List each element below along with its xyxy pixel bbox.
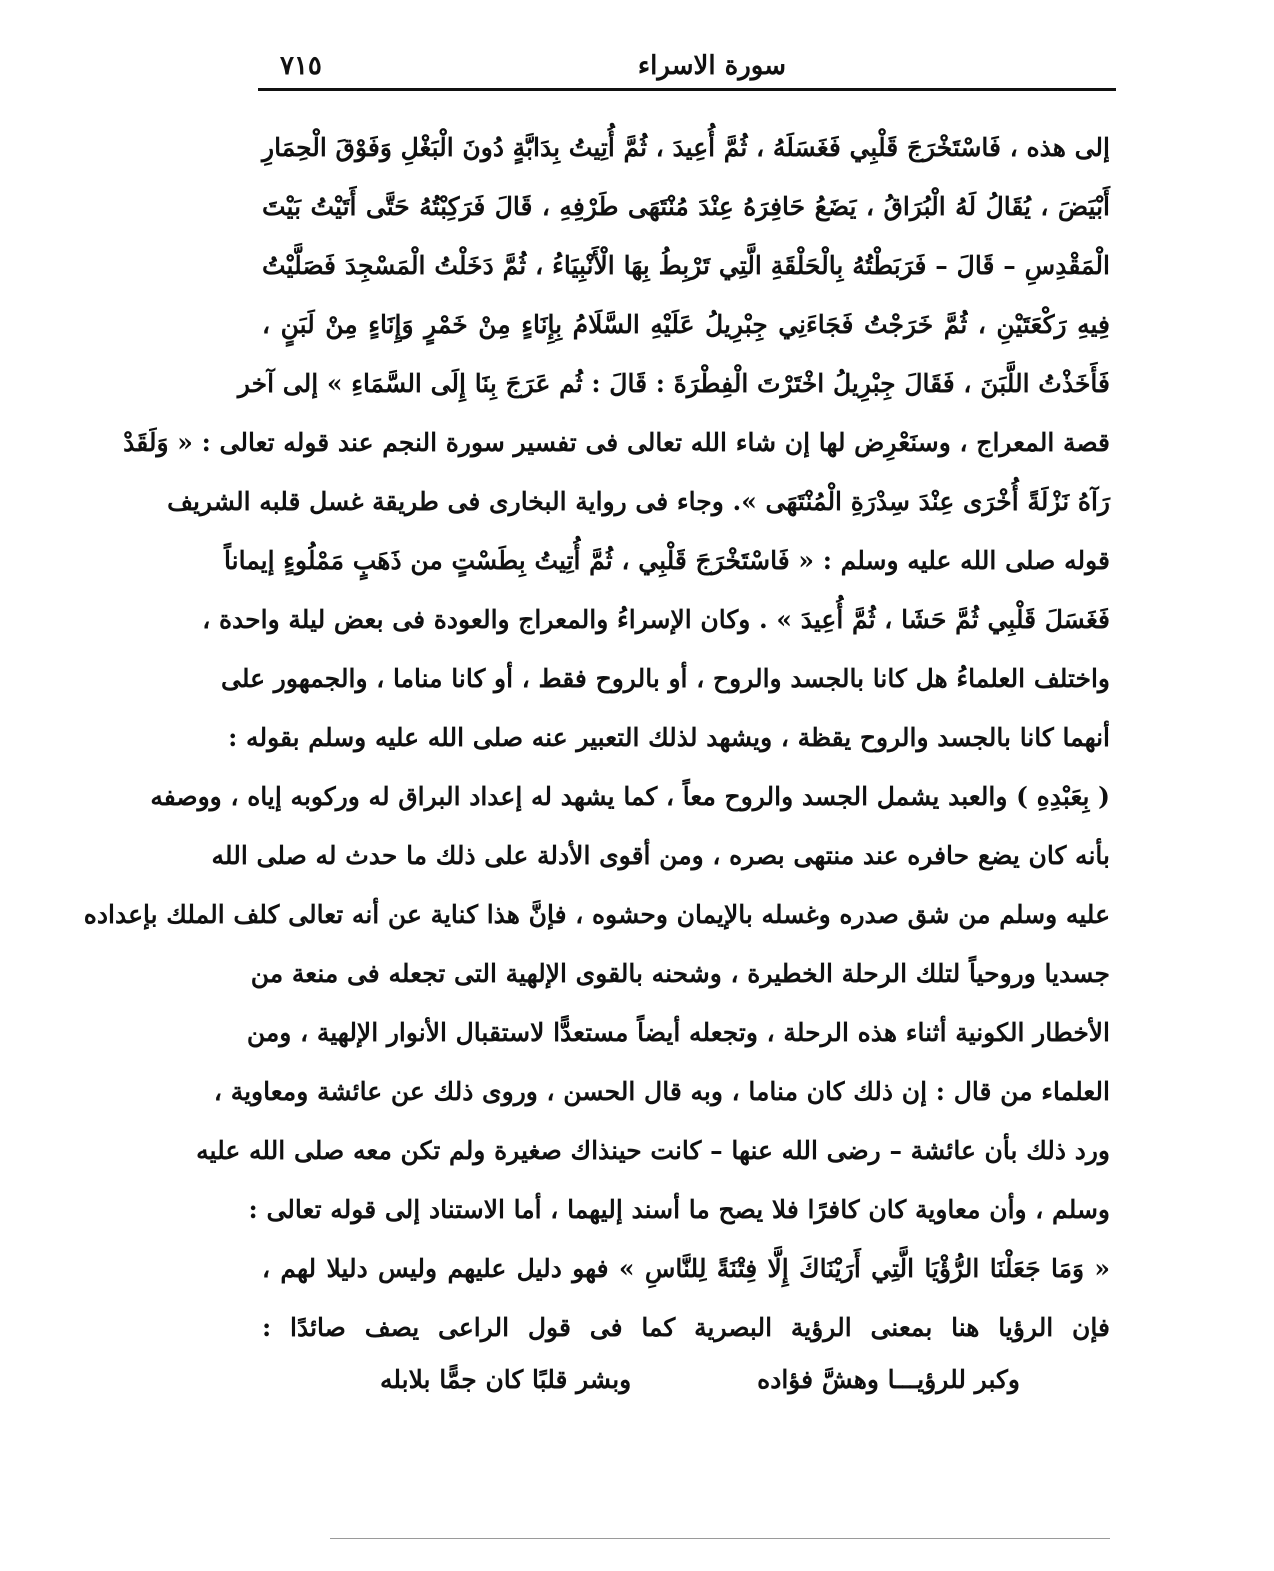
footer-line — [330, 1538, 1110, 1539]
surah-title: سورة الاسراء — [637, 51, 786, 81]
text-line: فِيهِ رَكْعَتَيْنِ ، ثُمَّ خَرَجْتُ فَجَاءَنِي جِبْرِيلُ عَلَيْهِ السَّلَامُ بِإِنَاءٍ مِنْ خَمْرٍ وَإِنَاءٍ مِنْ لَبَنٍ ، — [262, 310, 1110, 339]
text-line: ورد ذلك بأن عائشة – رضى الله عنها – كانت حينذاك صغيرة ولم تكن معه صلى الله عليه — [196, 1136, 1110, 1165]
page-number: ٧١٥ — [280, 51, 322, 81]
text-line: قوله صلى الله عليه وسلم : « فَاسْتَخْرَجَ قَلْبِي ، ثُمَّ أُتِيتُ بِطَسْتٍ من ذَهَبٍ مَمْلُوءٍ إيماناً — [224, 546, 1110, 575]
text-line: وسلم ، وأن معاوية كان كافرًا فلا يصح ما أسند إليهما ، أما الاستناد إلى قوله تعالى : — [248, 1195, 1110, 1224]
poetry-verse — [380, 1350, 1020, 1409]
text-line: قصة المعراج ، وسنَعْرِض لها إن شاء الله تعالى فى تفسير سورة النجم عند قوله تعالى : « وَلَقَدْ — [123, 428, 1110, 457]
body-text — [83, 118, 1110, 1357]
text-line: فَأَخَذْتُ اللَّبَنَ ، فَقَالَ جِبْرِيلُ اخْتَرْتَ الْفِطْرَةَ : قَالَ : ثُم عَرَجَ بِنَا إِلَى السَّمَاءِ » إلى آخر — [237, 369, 1110, 398]
verse-second-hemistich: وبشر قلبًا كان جمًّا بلابله — [380, 1365, 632, 1394]
text-line: أَبْيَضَ ، يُقَالُ لَهُ الْبُرَاقُ ، يَضَعُ حَافِرَهُ عِنْدَ مُنْتَهَى طَرْفِهِ ، قَالَ فَرَكِبْتُهُ حَتَّى أَتَيْتُ بَيْتَ — [262, 192, 1110, 221]
text-line: بأنه كان يضع حافره عند منتهى بصره ، ومن أقوى الأدلة على ذلك ما حدث له صلى الله — [211, 841, 1110, 870]
text-line: واختلف العلماءُ هل كانا بالجسد والروح ، أو بالروح فقط ، أو كانا مناما ، والجمهور على — [221, 664, 1110, 693]
text-line: فإن الرؤيا هنا بمعنى الرؤية البصرية كما فى قول الراعى يصف صائدًا : — [262, 1313, 1110, 1342]
header-divider — [258, 88, 1116, 91]
text-line: أنهما كانا بالجسد والروح يقظة ، ويشهد لذلك التعبير عنه صلى الله عليه وسلم بقوله : — [228, 723, 1110, 752]
verse-first-hemistich: وكبر للرؤيـــا وهشَّ فؤاده — [757, 1365, 1020, 1394]
text-line: فَغَسَلَ قَلْبِي ثُمَّ حَشَا ، ثُمَّ أُعِيدَ » . وكان الإسراءُ والمعراج والعودة فى بعض ليلة واحدة ، — [202, 605, 1110, 634]
text-line: جسديا وروحياً لتلك الرحلة الخطيرة ، وشحنه بالقوى الإلهية التى تجعله فى منعة من — [250, 959, 1110, 988]
text-line: عليه وسلم من شق صدره وغسله بالإيمان وحشوه ، فإنَّ هذا كناية عن أنه تعالى كلف الملك بإعداده — [83, 900, 1110, 929]
text-line: الأخطار الكونية أثناء هذه الرحلة ، وتجعله أيضاً مستعدًّا لاستقبال الأنوار الإلهية ، ومن — [246, 1018, 1110, 1047]
text-line: الْمَقْدِسِ – قَالَ – فَرَبَطْتُهُ بِالْحَلْقَةِ الَّتِي تَرْبِطُ بِهَا الْأَنْبِيَاءُ ، ثُمَّ دَخَلْتُ الْمَسْجِدَ فَصَلَّيْتُ — [262, 251, 1110, 280]
page-header — [258, 48, 1116, 88]
text-line: رَآهُ نَزْلَةً أُخْرَى عِنْدَ سِدْرَةِ الْمُنْتَهَى ». وجاء فى رواية البخارى فى طريقة غسل قلبه الشريف — [167, 487, 1110, 516]
text-line: ( بِعَبْدِهِ ) والعبد يشمل الجسد والروح معاً ، كما يشهد له إعداد البراق له وركوبه إياه ، ووصفه — [150, 782, 1110, 811]
text-line: « وَمَا جَعَلْنَا الرُّؤْيَا الَّتِي أَرَيْنَاكَ إِلَّا فِتْنَةً لِلنَّاسِ » فهو دليل عليهم وليس دليلا لهم ، — [262, 1254, 1110, 1283]
text-line: العلماء من قال : إن ذلك كان مناما ، وبه قال الحسن ، وروى ذلك عن عائشة ومعاوية ، — [213, 1077, 1110, 1106]
text-line: إلى هذه ، فَاسْتَخْرَجَ قَلْبِي فَغَسَلَهُ ، ثُمَّ أُعِيدَ ، ثُمَّ أُتِيتُ بِدَابَّةٍ دُونَ الْبَغْلِ وَفَوْقَ الْحِمَارِ — [262, 133, 1110, 162]
